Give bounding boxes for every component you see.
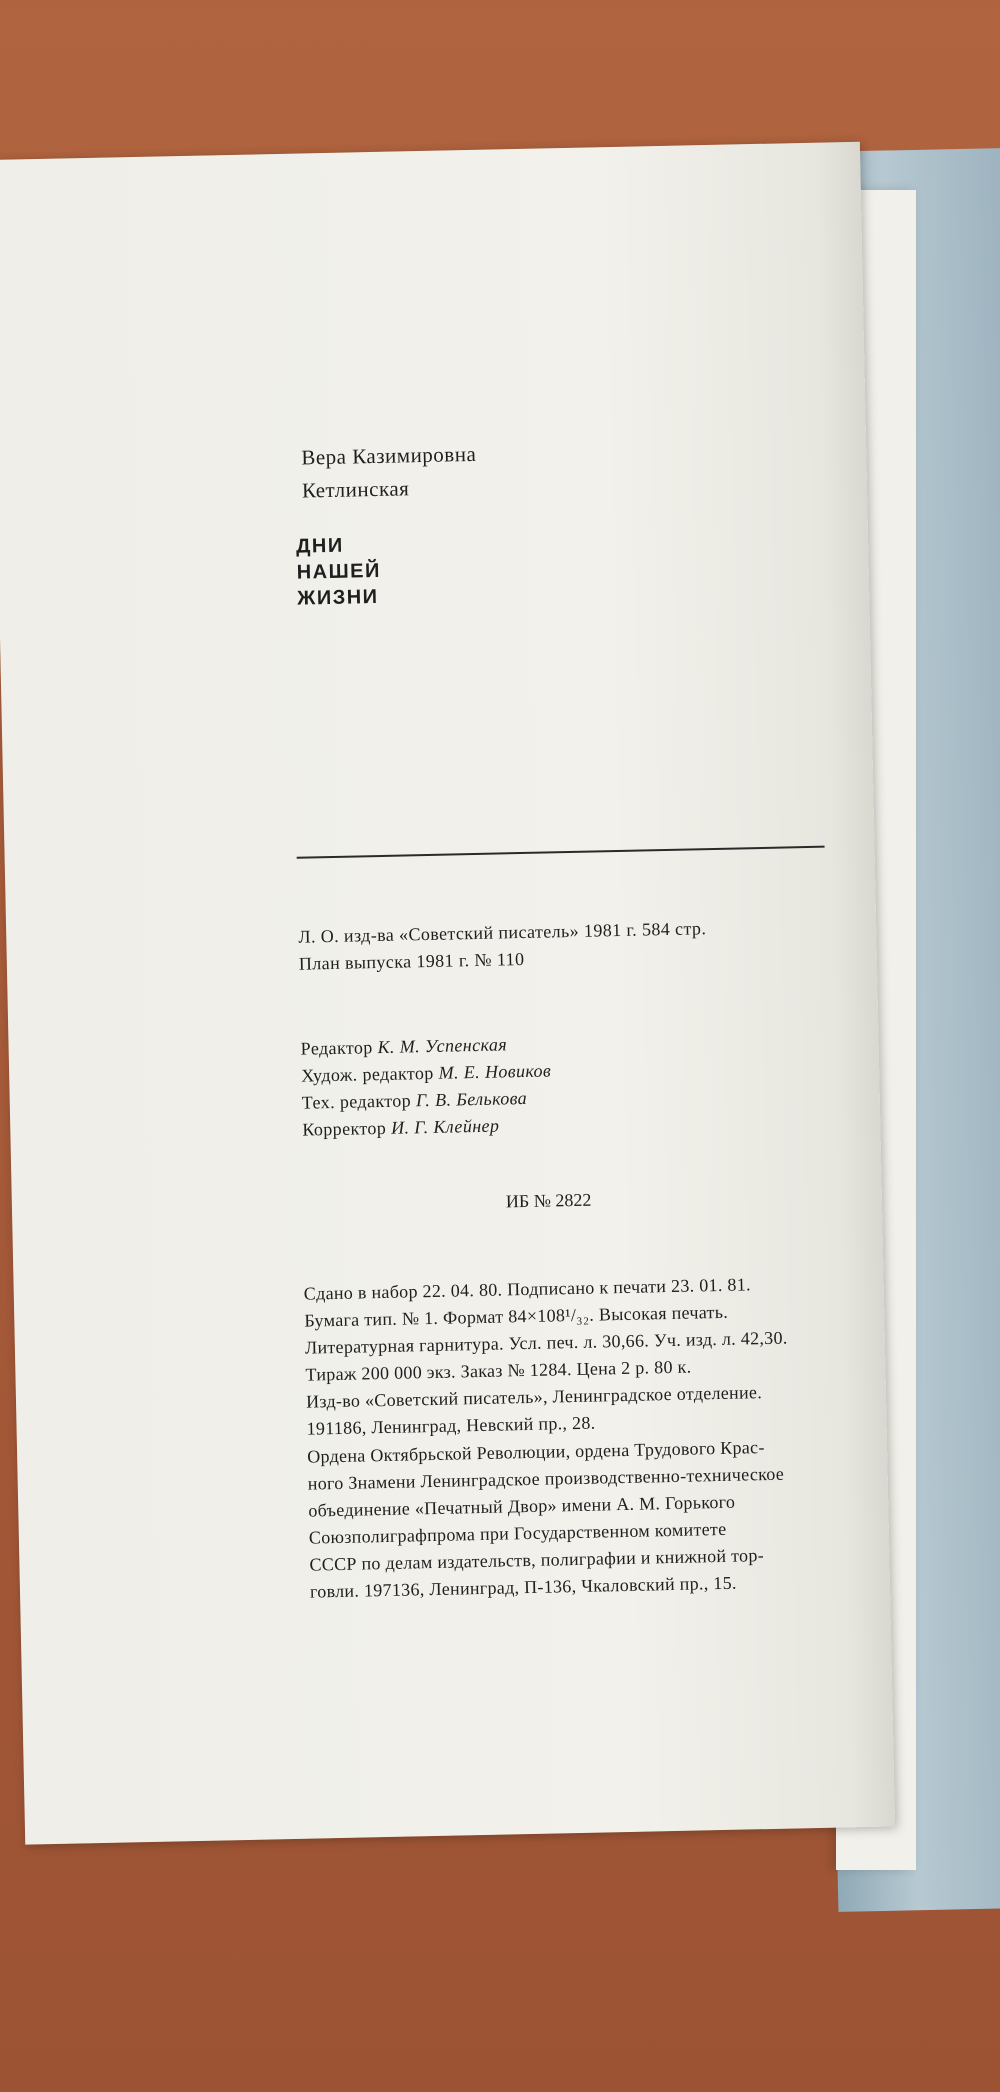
imprint-line: Ордена Октябрьской Революции, ордена Трудового Крас- — [307, 1437, 765, 1467]
staff-name: К. М. Успенская — [377, 1034, 508, 1058]
staff-role: Тех. редактор — [301, 1090, 412, 1113]
imprint-line: Бумага тип. № 1. Формат 84×108¹/₃₂. Высокая печать. — [304, 1301, 729, 1331]
imprint-line: 191186, Ленинград, Невский пр., 28. — [306, 1412, 596, 1439]
author-surname: Кетлинская — [301, 476, 410, 503]
staff-tech-editor — [302, 1088, 528, 1114]
imprint-line: говли. 197136, Ленинград, П-136, Чкаловский пр., 15. — [309, 1572, 737, 1602]
imprint-line: Литературная гарнитура. Усл. печ. л. 30,66. Уч. изд. л. 42,30. — [304, 1327, 788, 1358]
imprint-line: Союзполиграфпрома при Государственном комитете — [308, 1518, 727, 1548]
title-line-1: ДНИ — [295, 534, 344, 558]
staff-proofreader — [302, 1116, 499, 1141]
ib-number: ИБ № 2822 — [505, 1189, 592, 1212]
title-line-3: ЖИЗНИ — [297, 585, 379, 610]
author-first-name: Вера Казимировна — [301, 441, 477, 470]
title-line-2: НАШЕЙ — [296, 559, 382, 584]
staff-name: М. Е. Новиков — [438, 1060, 552, 1083]
staff-art-editor — [301, 1060, 551, 1086]
imprint-line: ного Знамени Ленинградское производственно-техническое — [307, 1463, 785, 1494]
staff-role: Редактор — [300, 1037, 373, 1059]
staff-role: Худож. редактор — [301, 1062, 434, 1086]
colophon-page — [0, 142, 895, 1845]
imprint-line: Сдано в набор 22. 04. 80. Подписано к печати 23. 01. 81. — [303, 1274, 752, 1304]
imprint-line: объединение «Печатный Двор» имени А. М. Горького — [308, 1491, 736, 1521]
staff-editor — [300, 1034, 507, 1059]
publication-line: Л. О. изд-ва «Советский писатель» 1981 г. 584 стр. — [298, 918, 707, 947]
imprint-line: Тираж 200 000 экз. Заказ № 1284. Цена 2 р. 80 к. — [305, 1356, 692, 1385]
imprint-line: СССР по делам издательств, полиграфии и книжной тор- — [309, 1545, 765, 1575]
staff-role: Корректор — [302, 1117, 387, 1140]
staff-name: И. Г. Клейнер — [390, 1115, 500, 1138]
divider-rule — [297, 846, 825, 859]
imprint-line: Изд-во «Советский писатель», Ленинградское отделение. — [305, 1382, 763, 1412]
staff-name: Г. В. Белькова — [415, 1087, 528, 1111]
release-plan-line: План выпуска 1981 г. № 110 — [298, 948, 525, 974]
